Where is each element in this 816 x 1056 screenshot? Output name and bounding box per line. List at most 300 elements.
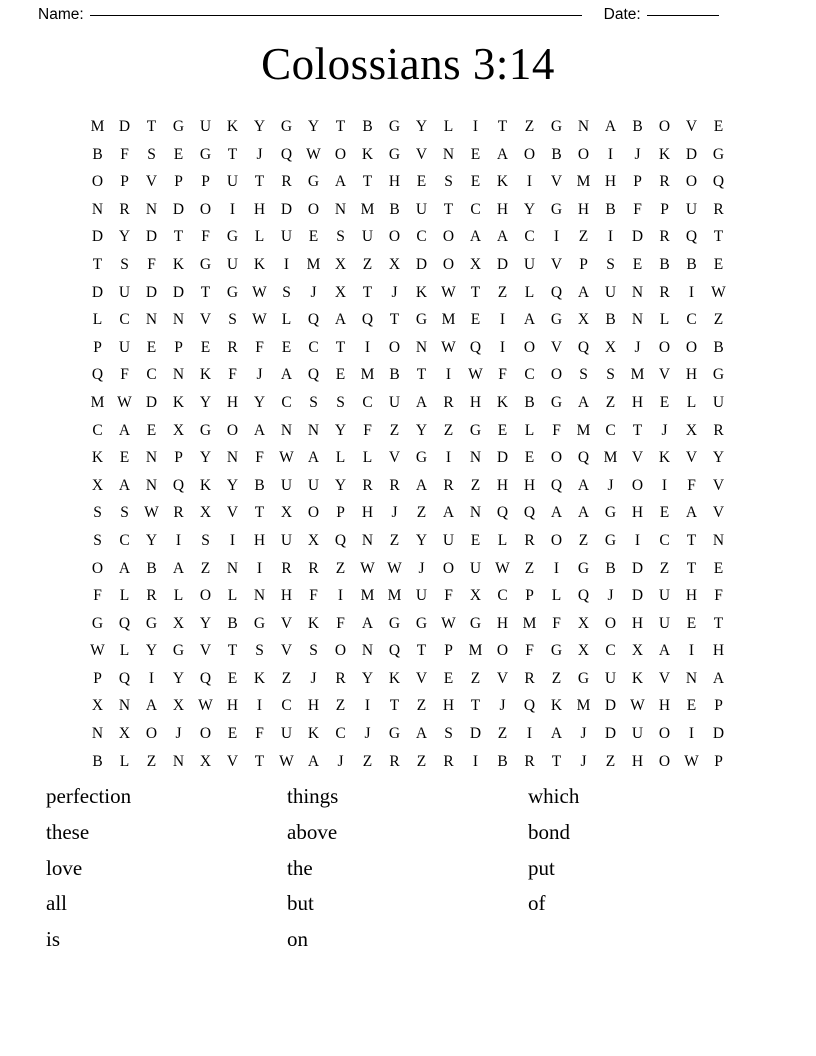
grid-cell[interactable]: M [360, 587, 375, 605]
grid-cell[interactable]: F [201, 228, 210, 246]
grid-cell[interactable]: N [172, 366, 185, 384]
grid-cell[interactable]: N [172, 311, 185, 329]
grid-cell[interactable]: O [496, 642, 509, 660]
grid-cell[interactable]: H [388, 173, 401, 191]
grid-cell[interactable]: N [145, 476, 158, 494]
grid-cell[interactable]: D [145, 393, 158, 411]
grid-cell[interactable]: R [389, 476, 400, 494]
grid-cell[interactable]: N [631, 311, 644, 329]
grid-cell[interactable]: U [280, 725, 293, 743]
grid-cell[interactable]: Z [470, 669, 481, 687]
grid-cell[interactable]: C [686, 311, 697, 329]
grid-cell[interactable]: G [469, 421, 482, 439]
grid-cell[interactable]: N [280, 421, 293, 439]
grid-cell[interactable]: P [714, 752, 723, 770]
grid-cell[interactable]: U [118, 283, 131, 301]
grid-cell[interactable]: H [496, 614, 509, 632]
grid-cell[interactable]: L [281, 311, 292, 329]
grid-cell[interactable]: S [444, 725, 453, 743]
grid-cell[interactable]: U [631, 725, 644, 743]
grid-cell[interactable]: G [577, 669, 590, 687]
grid-cell[interactable]: W [306, 145, 321, 163]
grid-cell[interactable]: Y [199, 449, 212, 467]
grid-cell[interactable]: H [685, 587, 698, 605]
grid-cell[interactable]: G [199, 421, 212, 439]
grid-cell[interactable]: Z [524, 118, 535, 135]
grid-cell[interactable]: T [632, 421, 643, 439]
grid-cell[interactable]: T [389, 697, 400, 715]
grid-cell[interactable]: R [281, 559, 292, 577]
grid-cell[interactable]: T [470, 283, 481, 301]
grid-cell[interactable]: E [416, 173, 427, 191]
grid-cell[interactable]: E [470, 531, 481, 549]
grid-cell[interactable]: A [523, 311, 536, 329]
grid-cell[interactable]: N [685, 669, 698, 687]
grid-cell[interactable]: K [415, 283, 428, 301]
grid-cell[interactable]: A [496, 145, 509, 163]
grid-cell[interactable]: W [684, 752, 699, 770]
grid-cell[interactable]: H [361, 504, 374, 522]
grid-cell[interactable]: O [523, 338, 536, 356]
grid-cell[interactable]: Q [577, 338, 590, 356]
grid-cell[interactable]: X [577, 614, 590, 632]
grid-cell[interactable]: J [256, 366, 263, 384]
grid-cell[interactable]: P [93, 338, 102, 356]
grid-cell[interactable]: N [91, 200, 104, 218]
grid-cell[interactable]: U [118, 338, 131, 356]
grid-cell[interactable]: X [604, 338, 617, 356]
grid-cell[interactable]: P [714, 697, 723, 715]
grid-cell[interactable]: T [362, 283, 373, 301]
grid-cell[interactable]: G [388, 725, 401, 743]
grid-cell[interactable]: Z [443, 421, 454, 439]
grid-cell[interactable]: D [172, 200, 185, 218]
grid-cell[interactable]: Z [551, 669, 562, 687]
grid-cell[interactable]: G [415, 311, 428, 329]
word-list-item[interactable]: love [46, 855, 83, 880]
grid-cell[interactable]: O [388, 338, 401, 356]
grid-cell[interactable]: S [120, 504, 129, 522]
grid-cell[interactable]: D [172, 283, 185, 301]
grid-cell[interactable]: H [631, 752, 644, 770]
grid-cell[interactable]: Y [523, 200, 536, 218]
grid-cell[interactable]: R [173, 504, 184, 522]
grid-cell[interactable]: H [631, 614, 644, 632]
grid-cell[interactable]: X [577, 311, 590, 329]
grid-cell[interactable]: V [199, 311, 212, 329]
grid-cell[interactable]: L [173, 587, 184, 605]
grid-cell[interactable]: Q [388, 642, 401, 660]
grid-cell[interactable]: T [362, 173, 373, 191]
grid-cell[interactable]: P [579, 255, 588, 273]
grid-cell[interactable]: A [415, 393, 428, 411]
grid-cell[interactable]: Y [226, 476, 239, 494]
grid-cell[interactable]: N [334, 200, 347, 218]
grid-cell[interactable]: G [199, 255, 212, 273]
grid-cell[interactable]: O [658, 338, 671, 356]
grid-cell[interactable]: W [252, 283, 267, 301]
grid-cell[interactable]: Z [578, 531, 589, 549]
grid-cell[interactable]: D [496, 449, 509, 467]
grid-cell[interactable]: N [712, 531, 725, 549]
grid-cell[interactable]: T [686, 559, 697, 577]
grid-cell[interactable]: H [226, 697, 239, 715]
grid-cell[interactable]: D [91, 283, 104, 301]
grid-cell[interactable]: S [606, 366, 615, 384]
grid-cell[interactable]: A [577, 476, 590, 494]
grid-cell[interactable]: Y [712, 449, 725, 467]
grid-cell[interactable]: Y [199, 614, 212, 632]
grid-cell[interactable]: H [685, 366, 698, 384]
grid-cell[interactable]: J [580, 725, 587, 743]
grid-cell[interactable]: T [227, 642, 238, 660]
word-list-item[interactable]: but [287, 891, 314, 916]
grid-cell[interactable]: A [442, 504, 455, 522]
grid-cell[interactable]: G [226, 283, 239, 301]
grid-cell[interactable]: G [388, 118, 401, 135]
grid-cell[interactable]: I [634, 531, 641, 549]
grid-cell[interactable]: R [443, 393, 454, 411]
grid-cell[interactable]: J [418, 559, 425, 577]
grid-cell[interactable]: F [552, 421, 561, 439]
grid-cell[interactable]: A [550, 725, 563, 743]
grid-cell[interactable]: E [686, 614, 697, 632]
name-blank-line[interactable] [90, 15, 582, 16]
grid-cell[interactable]: A [685, 504, 698, 522]
grid-cell[interactable]: B [389, 366, 400, 384]
grid-cell[interactable]: H [496, 476, 509, 494]
grid-cell[interactable]: D [685, 145, 698, 163]
grid-cell[interactable]: I [283, 255, 290, 273]
grid-cell[interactable]: F [633, 200, 642, 218]
grid-cell[interactable]: Q [523, 504, 536, 522]
grid-cell[interactable]: L [254, 228, 265, 246]
grid-cell[interactable]: Y [145, 642, 158, 660]
grid-cell[interactable]: L [227, 587, 238, 605]
grid-cell[interactable]: P [174, 338, 183, 356]
grid-cell[interactable]: D [469, 725, 482, 743]
grid-cell[interactable]: R [524, 669, 535, 687]
grid-cell[interactable]: Y [172, 669, 185, 687]
grid-cell[interactable]: V [550, 338, 563, 356]
grid-cell[interactable]: O [388, 228, 401, 246]
grid-cell[interactable]: U [388, 393, 401, 411]
grid-cell[interactable]: A [307, 752, 320, 770]
grid-cell[interactable]: P [525, 587, 534, 605]
grid-cell[interactable]: B [659, 255, 670, 273]
grid-cell[interactable]: A [415, 725, 428, 743]
grid-cell[interactable]: G [199, 145, 212, 163]
grid-cell[interactable]: I [607, 228, 614, 246]
grid-cell[interactable]: B [389, 200, 400, 218]
grid-cell[interactable]: P [444, 642, 453, 660]
grid-cell[interactable]: Z [335, 559, 346, 577]
grid-cell[interactable]: H [253, 531, 266, 549]
grid-cell[interactable]: E [443, 669, 454, 687]
grid-cell[interactable]: G [226, 228, 239, 246]
grid-cell[interactable]: Q [199, 669, 212, 687]
grid-cell[interactable]: A [604, 118, 617, 135]
grid-cell[interactable]: O [334, 642, 347, 660]
grid-cell[interactable]: D [145, 228, 158, 246]
grid-cell[interactable]: A [307, 449, 320, 467]
grid-cell[interactable]: J [337, 752, 344, 770]
grid-cell[interactable]: K [91, 449, 104, 467]
grid-cell[interactable]: K [253, 255, 266, 273]
grid-cell[interactable]: U [280, 531, 293, 549]
grid-cell[interactable]: U [685, 200, 698, 218]
grid-cell[interactable]: B [632, 118, 643, 135]
grid-cell[interactable]: Z [200, 559, 211, 577]
grid-cell[interactable]: H [280, 587, 293, 605]
grid-cell[interactable]: F [228, 366, 237, 384]
grid-cell[interactable]: J [607, 476, 614, 494]
grid-cell[interactable]: W [117, 393, 132, 411]
grid-cell[interactable]: O [442, 255, 455, 273]
grid-cell[interactable]: B [524, 393, 535, 411]
grid-cell[interactable]: A [658, 642, 671, 660]
grid-cell[interactable]: R [362, 476, 373, 494]
grid-cell[interactable]: L [119, 752, 130, 770]
grid-cell[interactable]: R [335, 669, 346, 687]
grid-cell[interactable]: M [522, 614, 537, 632]
grid-cell[interactable]: Q [550, 283, 563, 301]
grid-cell[interactable]: I [445, 449, 452, 467]
grid-cell[interactable]: X [388, 255, 401, 273]
grid-cell[interactable]: Q [172, 476, 185, 494]
grid-cell[interactable]: H [631, 393, 644, 411]
grid-cell[interactable]: H [712, 642, 725, 660]
grid-cell[interactable]: K [199, 366, 212, 384]
grid-cell[interactable]: I [148, 669, 155, 687]
grid-cell[interactable]: M [387, 587, 402, 605]
grid-cell[interactable]: Z [578, 228, 589, 246]
grid-cell[interactable]: N [118, 697, 131, 715]
grid-cell[interactable]: R [524, 752, 535, 770]
grid-cell[interactable]: J [661, 421, 668, 439]
grid-cell[interactable]: Y [118, 228, 131, 246]
grid-cell[interactable]: F [336, 614, 345, 632]
grid-cell[interactable]: G [550, 200, 563, 218]
grid-cell[interactable]: S [282, 283, 291, 301]
grid-cell[interactable]: A [118, 476, 131, 494]
grid-cell[interactable]: U [604, 669, 617, 687]
grid-cell[interactable]: G [550, 393, 563, 411]
grid-cell[interactable]: E [470, 311, 481, 329]
grid-cell[interactable]: M [603, 449, 618, 467]
grid-cell[interactable]: E [281, 338, 292, 356]
grid-cell[interactable]: I [364, 338, 371, 356]
grid-cell[interactable]: A [118, 421, 131, 439]
grid-cell[interactable]: V [712, 476, 725, 494]
grid-cell[interactable]: S [255, 642, 264, 660]
grid-cell[interactable]: U [361, 228, 374, 246]
grid-cell[interactable]: O [226, 421, 239, 439]
date-blank-line[interactable] [647, 15, 719, 16]
grid-cell[interactable]: J [310, 283, 317, 301]
grid-cell[interactable]: O [145, 725, 158, 743]
grid-cell[interactable]: G [577, 559, 590, 577]
grid-cell[interactable]: W [495, 559, 510, 577]
grid-cell[interactable]: L [497, 531, 508, 549]
grid-cell[interactable]: O [550, 449, 563, 467]
grid-cell[interactable]: I [688, 642, 695, 660]
grid-cell[interactable]: I [526, 173, 533, 191]
grid-cell[interactable]: R [146, 587, 157, 605]
grid-cell[interactable]: L [524, 421, 535, 439]
grid-cell[interactable]: J [310, 669, 317, 687]
grid-cell[interactable]: E [659, 504, 670, 522]
grid-cell[interactable]: M [630, 366, 645, 384]
grid-cell[interactable]: U [415, 587, 428, 605]
grid-cell[interactable]: F [255, 338, 264, 356]
grid-cell[interactable]: G [145, 614, 158, 632]
grid-cell[interactable]: B [92, 145, 103, 163]
grid-cell[interactable]: V [685, 118, 698, 135]
grid-cell[interactable]: T [173, 228, 184, 246]
grid-cell[interactable]: Y [253, 118, 266, 135]
grid-cell[interactable]: R [713, 200, 724, 218]
grid-cell[interactable]: O [604, 614, 617, 632]
grid-cell[interactable]: H [604, 173, 617, 191]
grid-cell[interactable]: Q [91, 366, 104, 384]
grid-cell[interactable]: Q [577, 449, 590, 467]
grid-cell[interactable]: X [334, 255, 347, 273]
word-list-item[interactable]: these [46, 819, 90, 844]
grid-cell[interactable]: O [199, 587, 212, 605]
grid-cell[interactable]: S [147, 145, 156, 163]
grid-cell[interactable]: E [146, 421, 157, 439]
grid-cell[interactable]: W [90, 642, 105, 660]
grid-cell[interactable]: G [415, 614, 428, 632]
grid-cell[interactable]: T [389, 311, 400, 329]
grid-cell[interactable]: R [443, 476, 454, 494]
grid-cell[interactable]: Q [361, 311, 374, 329]
grid-cell[interactable]: I [661, 476, 668, 494]
grid-cell[interactable]: V [415, 669, 428, 687]
grid-cell[interactable]: Z [416, 752, 427, 770]
grid-cell[interactable]: S [336, 228, 345, 246]
grid-cell[interactable]: J [580, 752, 587, 770]
grid-cell[interactable]: Z [713, 311, 724, 329]
grid-cell[interactable]: G [388, 614, 401, 632]
grid-cell[interactable]: S [120, 255, 129, 273]
grid-cell[interactable]: J [364, 725, 371, 743]
grid-cell[interactable]: S [93, 531, 102, 549]
grid-cell[interactable]: N [172, 752, 185, 770]
grid-cell[interactable]: Z [389, 421, 400, 439]
grid-cell[interactable]: Z [470, 476, 481, 494]
grid-cell[interactable]: O [550, 531, 563, 549]
grid-cell[interactable]: W [630, 697, 645, 715]
grid-cell[interactable]: D [631, 559, 644, 577]
grid-cell[interactable]: U [226, 255, 239, 273]
grid-cell[interactable]: O [91, 559, 104, 577]
grid-cell[interactable]: G [253, 614, 266, 632]
grid-cell[interactable]: U [712, 393, 725, 411]
grid-cell[interactable]: N [577, 118, 590, 135]
grid-cell[interactable]: F [255, 725, 264, 743]
grid-cell[interactable]: D [118, 118, 131, 135]
grid-cell[interactable]: E [713, 559, 724, 577]
grid-cell[interactable]: G [91, 614, 104, 632]
grid-cell[interactable]: L [335, 449, 346, 467]
grid-cell[interactable]: J [634, 145, 641, 163]
grid-cell[interactable]: T [497, 118, 508, 135]
grid-cell[interactable]: E [173, 145, 184, 163]
grid-cell[interactable]: V [496, 669, 509, 687]
grid-cell[interactable]: Q [496, 504, 509, 522]
grid-cell[interactable]: A [118, 559, 131, 577]
grid-cell[interactable]: W [468, 366, 483, 384]
grid-cell[interactable]: I [364, 697, 371, 715]
grid-cell[interactable]: Z [605, 393, 616, 411]
grid-cell[interactable]: V [550, 255, 563, 273]
grid-cell[interactable]: L [119, 587, 130, 605]
grid-cell[interactable]: V [388, 449, 401, 467]
grid-cell[interactable]: K [307, 614, 320, 632]
grid-cell[interactable]: O [523, 145, 536, 163]
grid-cell[interactable]: T [335, 118, 346, 135]
grid-cell[interactable]: V [226, 504, 239, 522]
grid-cell[interactable]: O [307, 200, 320, 218]
grid-cell[interactable]: S [336, 393, 345, 411]
grid-cell[interactable]: B [605, 311, 616, 329]
word-list-item[interactable]: perfection [46, 784, 132, 808]
grid-cell[interactable]: D [496, 255, 509, 273]
grid-cell[interactable]: I [553, 559, 560, 577]
grid-cell[interactable]: Y [334, 421, 347, 439]
grid-cell[interactable]: D [604, 725, 617, 743]
grid-cell[interactable]: V [550, 173, 563, 191]
grid-cell[interactable]: Q [307, 366, 320, 384]
grid-cell[interactable]: K [388, 669, 401, 687]
grid-cell[interactable]: I [229, 531, 236, 549]
grid-cell[interactable]: T [551, 752, 562, 770]
grid-cell[interactable]: K [307, 725, 320, 743]
grid-cell[interactable]: T [335, 338, 346, 356]
grid-cell[interactable]: M [576, 697, 591, 715]
word-list-item[interactable]: of [528, 891, 546, 916]
grid-cell[interactable]: A [280, 366, 293, 384]
grid-cell[interactable]: K [253, 669, 266, 687]
grid-cell[interactable]: L [119, 642, 130, 660]
grid-cell[interactable]: F [309, 587, 318, 605]
grid-cell[interactable]: P [201, 173, 210, 191]
grid-cell[interactable]: O [91, 173, 104, 191]
grid-cell[interactable]: T [92, 255, 103, 273]
grid-cell[interactable]: V [280, 614, 293, 632]
grid-cell[interactable]: C [119, 531, 130, 549]
grid-cell[interactable]: X [199, 752, 212, 770]
grid-cell[interactable]: Q [577, 587, 590, 605]
grid-cell[interactable]: M [576, 421, 591, 439]
grid-cell[interactable]: U [442, 531, 455, 549]
grid-cell[interactable]: N [226, 449, 239, 467]
grid-cell[interactable]: C [470, 200, 481, 218]
grid-cell[interactable]: N [145, 311, 158, 329]
grid-cell[interactable]: Y [415, 118, 428, 135]
grid-cell[interactable]: K [226, 118, 239, 135]
grid-cell[interactable]: D [604, 697, 617, 715]
grid-cell[interactable]: B [362, 118, 373, 135]
grid-cell[interactable]: M [90, 118, 105, 135]
grid-cell[interactable]: B [92, 752, 103, 770]
grid-cell[interactable]: S [309, 393, 318, 411]
grid-cell[interactable]: R [659, 283, 670, 301]
grid-cell[interactable]: E [200, 338, 211, 356]
grid-cell[interactable]: O [685, 173, 698, 191]
